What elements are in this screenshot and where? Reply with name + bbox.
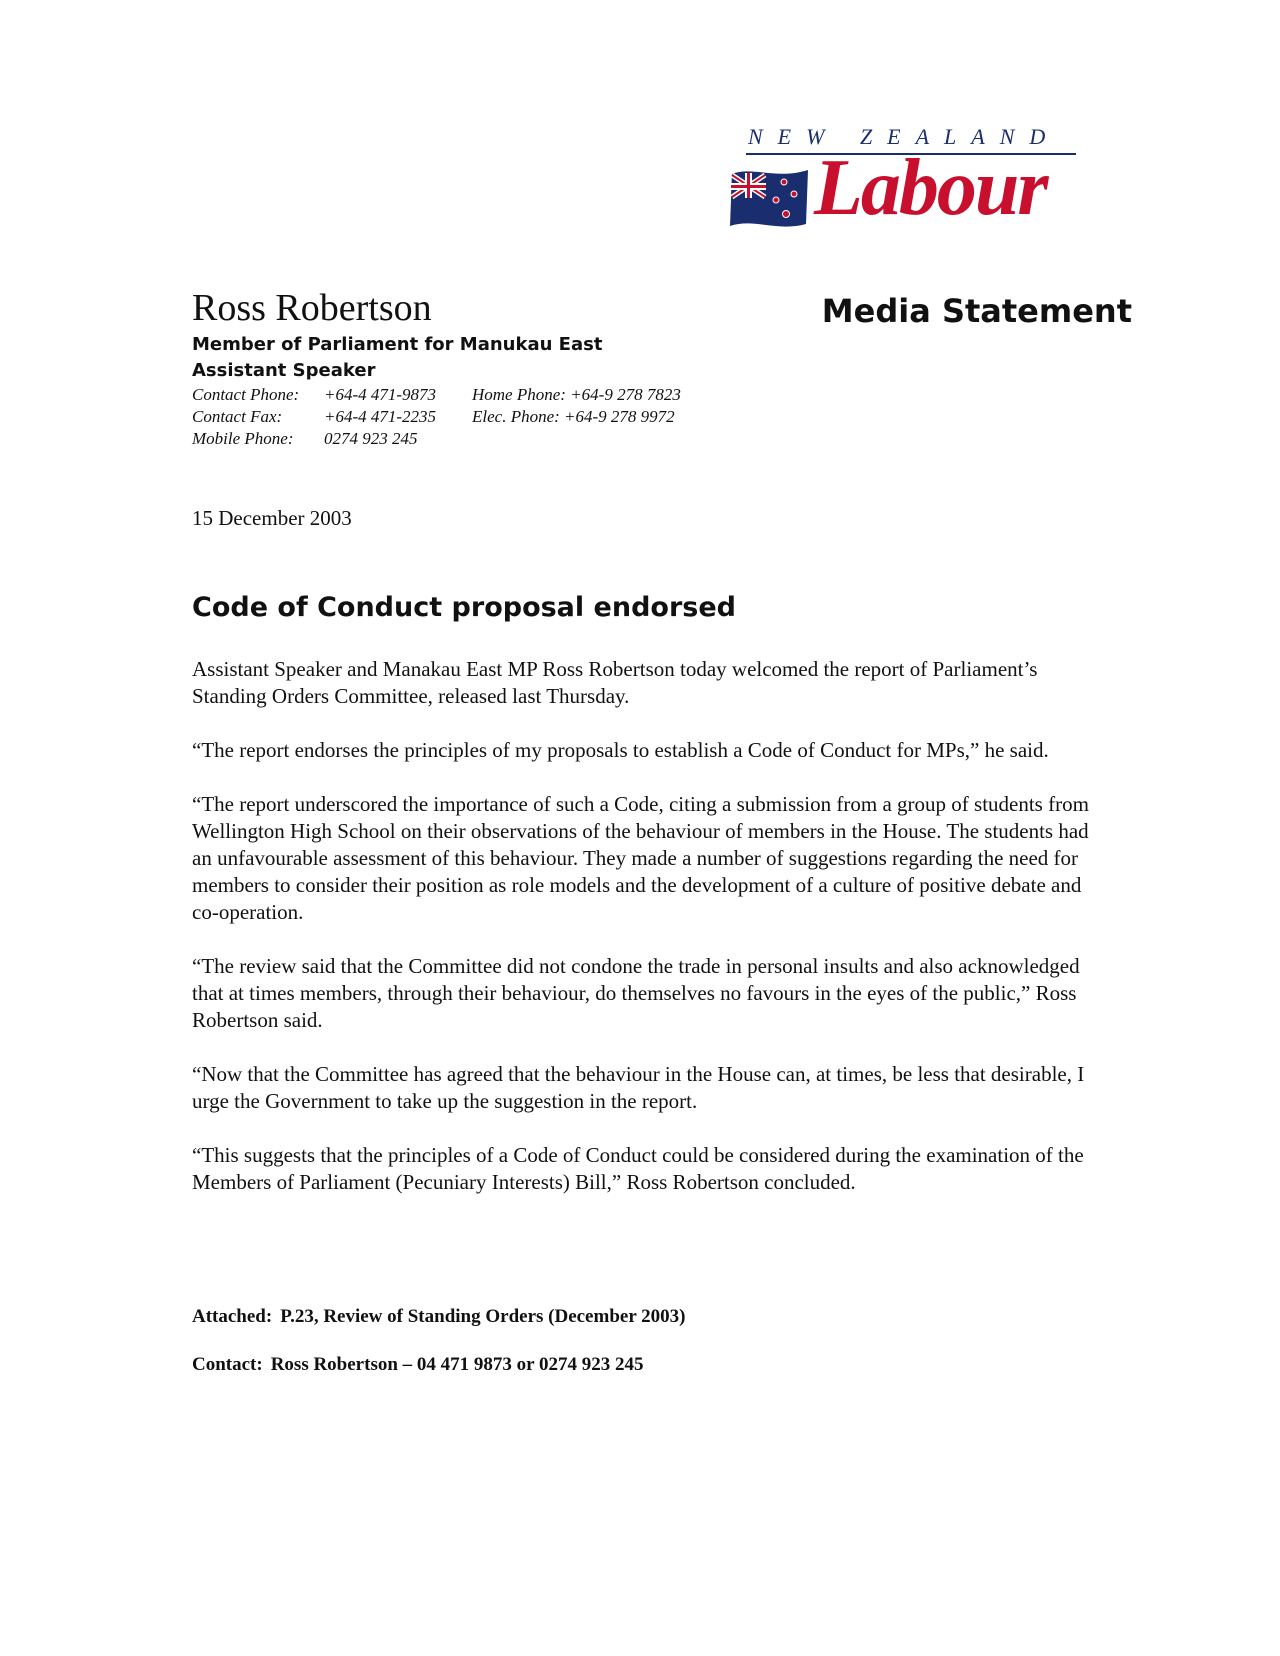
mp-name: Ross Robertson (192, 287, 432, 329)
contact-value: +64-9 278 9972 (564, 407, 675, 426)
nz-flag-icon (728, 160, 812, 230)
statement-type: Media Statement (821, 292, 1132, 330)
contact-block (192, 384, 681, 450)
role-line-1: Member of Parliament for Manukau East (192, 334, 603, 355)
logo-party-name: Labour (814, 144, 1047, 232)
attached-label: Attached: (192, 1306, 273, 1327)
contact-label: Mobile Phone: (192, 429, 294, 448)
attached-value: P.23, Review of Standing Orders (December 2003) (280, 1306, 686, 1327)
contact-label: Elec. Phone: (472, 407, 560, 426)
contact-label: Contact Phone: (192, 385, 300, 404)
body-text (192, 656, 1092, 1223)
paragraph: “The report underscored the importance of such a Code, citing a submission from a group of students from Wellington High School on their observations of the behaviour of members in the House. The students had an unfavourable assessment of this behaviour. They made a number of suggestions regarding the need for members to consider their position as role models and the development of a culture of positive debate and co-operation. (192, 792, 1089, 924)
mp-role (192, 332, 602, 384)
logo-country-text: NEW ZEALAND (748, 124, 1061, 149)
paragraph: “The report endorses the principles of my proposals to establish a Code of Conduct for MPs,” he said. (192, 738, 1049, 762)
contact-label: Contact Fax: (192, 407, 283, 426)
paragraph: “The review said that the Committee did not condone the trade in personal insults and also acknowledged that at times members, through their behaviour, do themselves no favours in the eyes of the public,” Ross Robertson said. (192, 954, 1080, 1032)
paragraph: “Now that the Committee has agreed that the behaviour in the House can, at times, be less that desirable, I urge the Government to take up the suggestion in the report. (192, 1062, 1085, 1113)
contact-row (192, 406, 681, 428)
contact-value: +64-4 471-2235 (324, 407, 437, 426)
paragraph: Assistant Speaker and Manakau East MP Ross Robertson today welcomed the report of Parliament’s Standing Orders Committee, released last Thursday. (192, 657, 1038, 708)
headline: Code of Conduct proposal endorsed (192, 592, 736, 623)
contact-value: +64-4 471-9873 (324, 385, 437, 404)
role-line-2: Assistant Speaker (192, 360, 376, 381)
attached-line (192, 1304, 1092, 1330)
contact-value: +64-9 278 7823 (570, 385, 681, 404)
contact-footer-value: Ross Robertson – 04 471 9873 or 0274 923 245 (270, 1354, 644, 1375)
contact-label: Home Phone: (472, 385, 566, 404)
contact-footer-label: Contact: (192, 1354, 263, 1375)
contact-row (192, 384, 681, 406)
footer (192, 1304, 1092, 1400)
party-logo (728, 120, 1080, 230)
contact-row (192, 428, 681, 450)
contact-value: 0274 923 245 (324, 429, 418, 448)
release-date: 15 December 2003 (192, 506, 352, 530)
paragraph: “This suggests that the principles of a Code of Conduct could be considered during the examination of the Members of Parliament (Pecuniary Interests) Bill,” Ross Robertson concluded. (192, 1143, 1084, 1194)
contact-line (192, 1352, 1092, 1378)
